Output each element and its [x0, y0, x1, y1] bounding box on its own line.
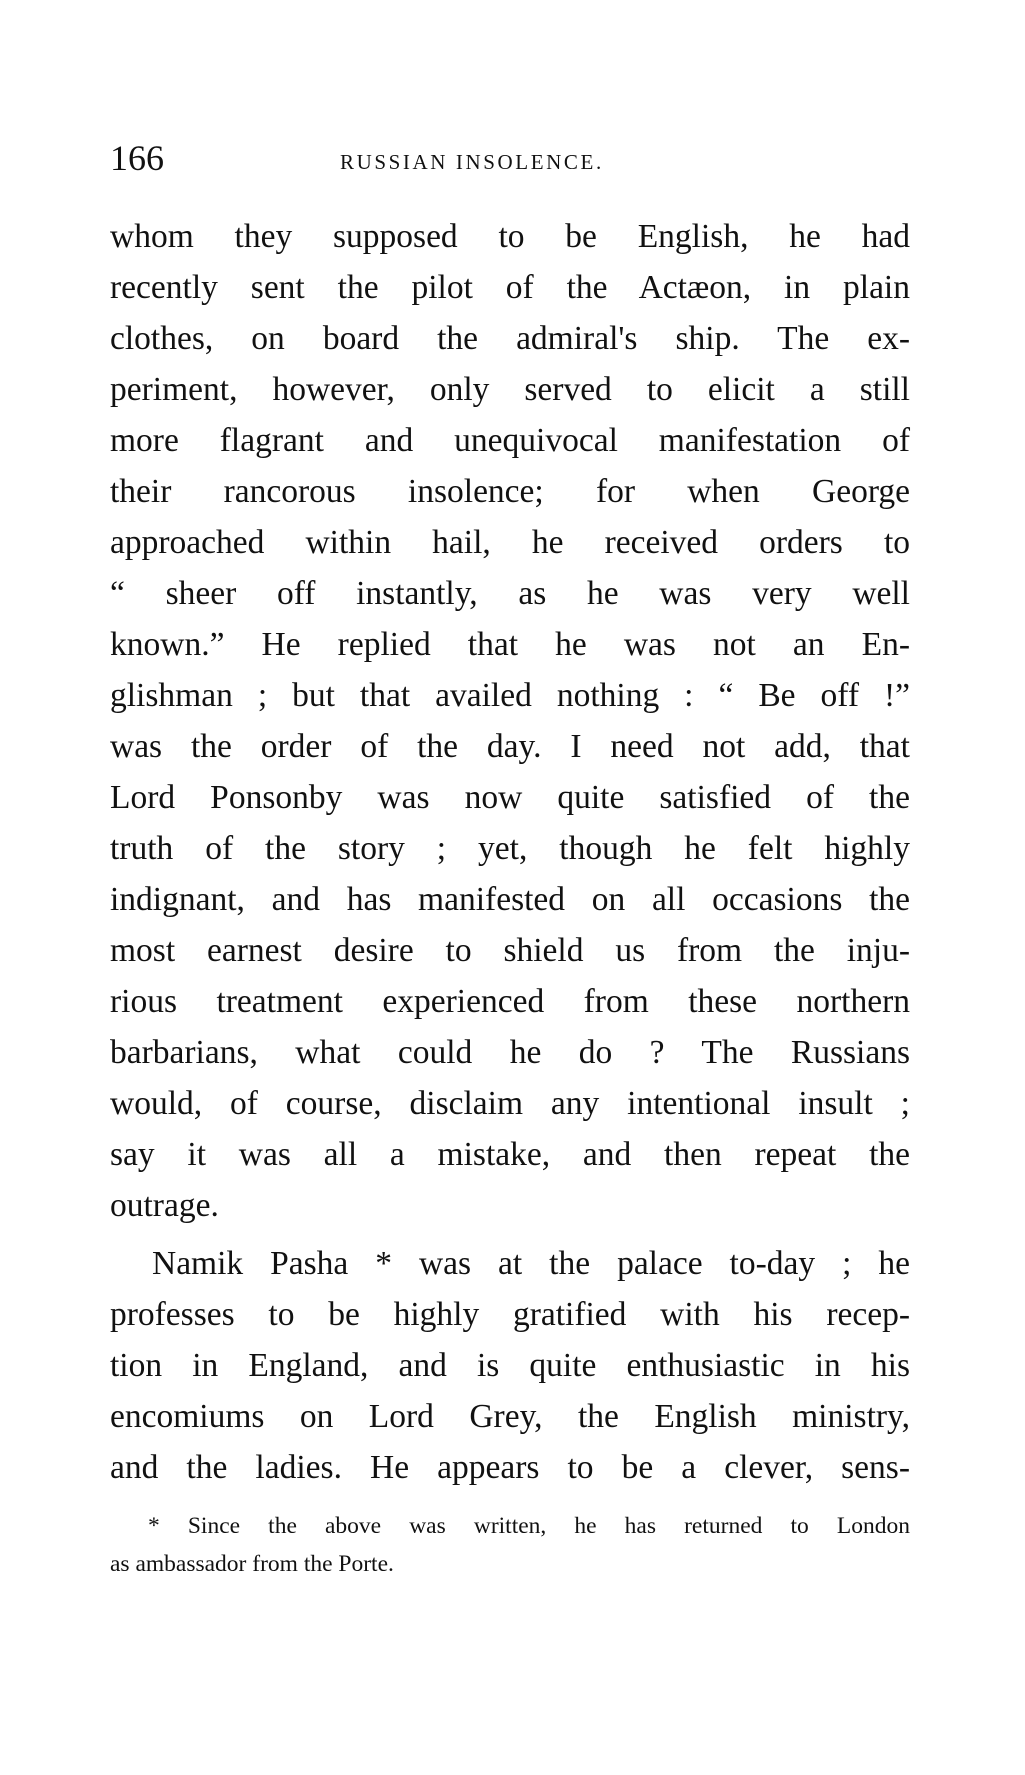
text-line: their rancorous insolence; for when George	[110, 473, 910, 510]
text-line: more flagrant and unequivocal manifestation of	[110, 422, 910, 459]
paragraph	[110, 211, 910, 1231]
text-line: tion in England, and is quite enthusiastic in his	[110, 1347, 910, 1384]
text-line: recently sent the pilot of the Actæon, in plain	[110, 269, 910, 306]
text-line: professes to be highly gratified with his recep-	[110, 1296, 910, 1333]
paragraph	[110, 1238, 910, 1493]
text-line: Lord Ponsonby was now quite satisfied of the	[110, 779, 910, 816]
footnote-line: as ambassador from the Porte.	[110, 1551, 394, 1577]
footnote	[110, 1507, 910, 1583]
running-title: RUSSIAN INSOLENCE.	[340, 150, 604, 174]
text-line: barbarians, what could he do ? The Russians	[110, 1034, 910, 1071]
text-line: whom they supposed to be English, he had	[110, 218, 910, 255]
text-line: say it was all a mistake, and then repeat the	[110, 1136, 910, 1173]
text-line: and the ladies. He appears to be a clever, sens-	[110, 1449, 910, 1486]
text-line: Namik Pasha * was at the palace to-day ; he	[152, 1245, 910, 1282]
text-line: rious treatment experienced from these northern	[110, 983, 910, 1020]
running-head	[110, 138, 910, 188]
text-line: indignant, and has manifested on all occasions the	[110, 881, 910, 918]
text-line: encomiums on Lord Grey, the English ministry,	[110, 1398, 910, 1435]
text-line: “ sheer off instantly, as he was very well	[110, 575, 910, 612]
footnote-line: * Since the above was written, he has returned to London	[148, 1513, 910, 1539]
body-text	[110, 211, 910, 1493]
text-line: most earnest desire to shield us from the inju-	[110, 932, 910, 969]
text-line: glishman ; but that availed nothing : “ Be off !”	[110, 677, 910, 714]
paragraph-gap	[110, 1231, 910, 1238]
text-line: outrage.	[110, 1187, 219, 1224]
page-number: 166	[110, 138, 164, 178]
text-line: periment, however, only served to elicit a still	[110, 371, 910, 408]
text-line: approached within hail, he received orders to	[110, 524, 910, 561]
text-line: clothes, on board the admiral's ship. The ex-	[110, 320, 910, 357]
text-line: truth of the story ; yet, though he felt highly	[110, 830, 910, 867]
text-line: was the order of the day. I need not add, that	[110, 728, 910, 765]
text-line: known.” He replied that he was not an En-	[110, 626, 910, 663]
text-line: would, of course, disclaim any intentional insult ;	[110, 1085, 910, 1122]
